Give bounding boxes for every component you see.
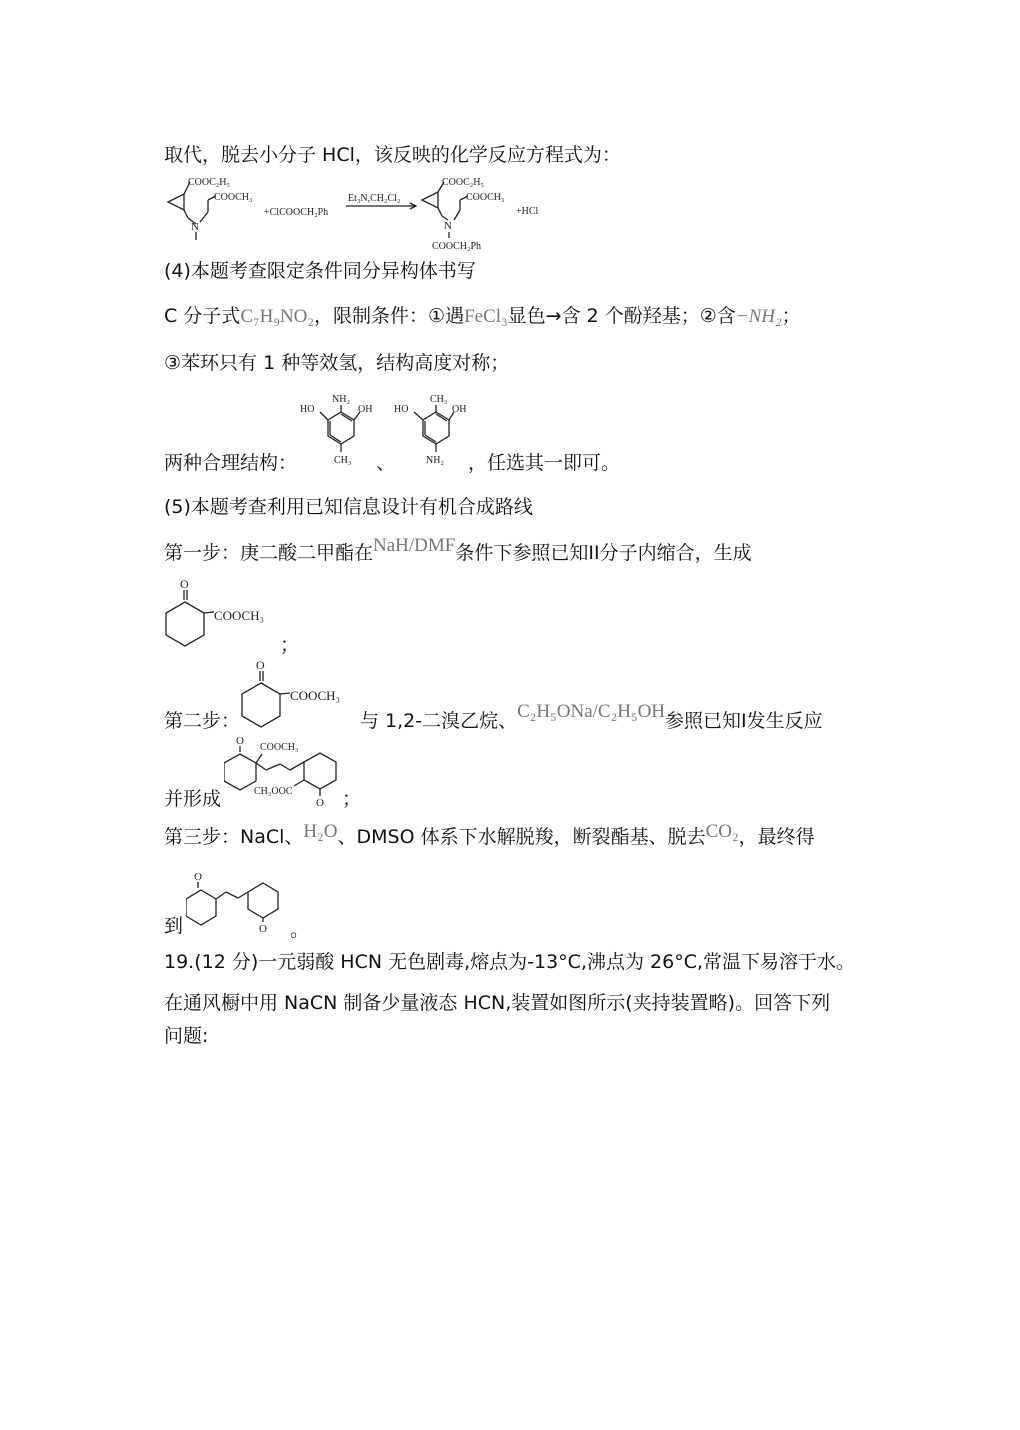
ho-label: HO [394, 404, 409, 415]
product-cyclopropane-ring [422, 192, 438, 208]
cyclohexane-ring-2 [304, 753, 336, 789]
separator: 、 [376, 452, 396, 474]
ketoester-structure-1 [164, 572, 284, 656]
carbonyl-o-label-1: O [194, 871, 202, 883]
product-ester-1: COOC₂H₅ [442, 177, 484, 188]
condition-nah-dmf: NaH/DMF [373, 535, 456, 556]
text-span: ； [781, 305, 801, 327]
text-span: 显色→含 2 个酚羟基；②含 [507, 305, 736, 327]
diketodiester-structure [224, 730, 344, 808]
text-span: ，限制条件：①遇 [314, 305, 465, 327]
text-line-5b: ，任选其一即可。 [468, 452, 621, 474]
carbonyl-o-label: O [180, 577, 189, 591]
ch3-label: CH₃ [334, 455, 352, 466]
section-5-heading: (5)本题考查利用已知信息设计有机合成路线 [164, 496, 533, 518]
text-line-5a: 两种合理结构： [164, 452, 298, 474]
reactant-n-label: N [191, 221, 199, 233]
text-span: 第三步：NaCl、 [164, 826, 304, 848]
question-19-line-2: 在通风橱中用 NaCN 制备少量液态 HCN,装置如图所示(夹持装置略)。回答下列 [164, 992, 831, 1014]
cyclopropane-ring [168, 194, 184, 210]
text-line-11 [164, 821, 815, 850]
text-span: 与 1,2-二溴乙烷、 [360, 710, 518, 732]
section-4-heading: (4)本题考查限定条件同分异构体书写 [164, 260, 476, 282]
oh-label: OH [452, 404, 467, 415]
carbonyl-o-label-2: O [316, 797, 324, 808]
cyclohexane-ring [242, 683, 280, 727]
ketoester-structure-2 [240, 655, 360, 739]
cyclohexane-ring-2 [248, 883, 278, 918]
text-line-10b: ； [342, 788, 362, 810]
text-line-10a: 并形成 [164, 788, 222, 810]
carbonyl-o-label-1: O [236, 735, 244, 747]
text-span: ，最终得 [738, 826, 815, 848]
text-span: C 分子式 [164, 305, 241, 327]
semicolon: ； [280, 634, 300, 656]
nh2-label: NH₂ [426, 455, 444, 466]
text-line-12b: 。 [290, 919, 310, 941]
ester-label: COOCH₃ [214, 608, 265, 623]
carbonyl-o-label: O [256, 658, 265, 672]
isomer-structure-2 [392, 390, 474, 470]
text-span: 第一步：庚二酸二甲酯在 [164, 542, 374, 564]
cyclohexane-ring [166, 602, 204, 646]
byproduct-label: +HCl [516, 206, 539, 217]
formula-nh2: −NH₂ [735, 306, 782, 327]
text-span: 、DMSO 体系下水解脱羧，断裂酯基、脱去 [337, 826, 706, 848]
text-line-7 [164, 535, 752, 566]
cyclohexane-ring-1 [224, 754, 256, 790]
formula-c7h9no2: C₇H₉NO₂ [240, 306, 315, 327]
ho-label: HO [300, 404, 315, 415]
benzene-ring [328, 412, 354, 444]
text-line-4: ③苯环只有 1 种等效氢，结构高度对称； [164, 352, 510, 374]
product-cbz-group: COOCH₂Ph [432, 241, 482, 252]
text-line-9 [360, 701, 823, 734]
text-span: 条件下参照已知II分子内缩合，生成 [455, 542, 752, 564]
condition-ethoxide: C₂H₅ONa/C₂H₅OH [517, 701, 666, 722]
product-ester-2: COOCH₃ [466, 192, 505, 203]
formula-co2: CO₂ [705, 821, 739, 842]
carbonyl-o-label-2: O [259, 923, 267, 934]
ch3-label: CH₃ [430, 394, 448, 405]
isomer-structure-1 [296, 390, 378, 470]
reaction-conditions: Et₃N,CH₂Cl₂ [348, 193, 401, 204]
reactant-ester-2: COOCH₃ [214, 192, 253, 203]
ester-label-1: COOCH₃ [260, 742, 299, 753]
formula-fecl3: FeCl₃ [464, 306, 508, 327]
question-19-line-3: 问题: [164, 1025, 209, 1047]
text-span: 参照已知I发生反应 [665, 710, 823, 732]
cyclohexane-ring-1 [186, 890, 216, 925]
step-2-label: 第二步： [164, 710, 241, 732]
product-n-label: N [444, 220, 452, 232]
oh-label: OH [358, 404, 373, 415]
benzene-ring [423, 412, 449, 444]
text-line-1: 取代，脱去小分子 HCl，该反映的化学反应方程式为： [164, 144, 621, 166]
ester-label-2: CH₃OOC [254, 786, 293, 797]
question-19-line-1: 19.(12 分)一元弱酸 HCN 无色剧毒,熔点为-13°C,沸点为 26°C,常温下易溶于水。 [164, 951, 856, 973]
reaction-scheme [164, 172, 564, 254]
formula-h2o: H₂O [303, 821, 338, 842]
ester-label: COOCH₃ [290, 688, 341, 703]
text-line-12a: 到 [164, 915, 184, 937]
reagent-label: +ClCOOCH₂Ph [264, 207, 329, 218]
nh2-label: NH₂ [332, 394, 350, 405]
text-line-3 [164, 304, 801, 329]
reactant-ester-1: COOC₂H₅ [188, 177, 230, 188]
diketone-structure [186, 864, 296, 934]
